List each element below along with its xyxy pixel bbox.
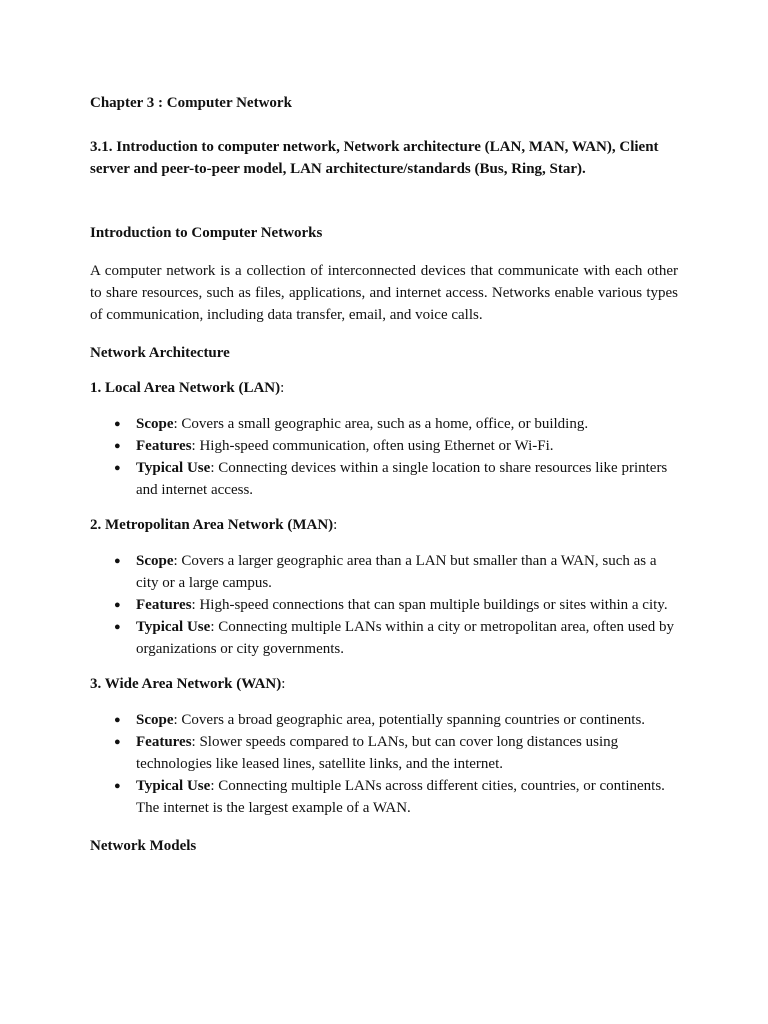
list-item (136, 709, 678, 731)
list-item-text: : Connecting devices within a single location to share resources like printers and internet access. (136, 460, 668, 498)
intro-heading: Introduction to Computer Networks (90, 225, 323, 241)
wan-title: 3. Wide Area Network (WAN) (90, 676, 282, 692)
section-title: 3.1. Introduction to computer network, Network architecture (LAN, MAN, WAN), Client server and peer-to-peer model, LAN architecture/standards (Bus, Ring, Star). (90, 139, 659, 177)
man-title: 2. Metropolitan Area Network (MAN) (90, 517, 334, 533)
lan-title: 1. Local Area Network (LAN) (90, 380, 281, 396)
list-item-term: Typical Use (136, 778, 211, 794)
list-item (136, 435, 678, 457)
models-heading: Network Models (90, 838, 197, 854)
document-content (90, 92, 678, 857)
list-item-term: Features (136, 734, 192, 750)
list-item-text: : Covers a larger geographic area than a LAN but smaller than a WAN, such as a city or a large campus. (136, 553, 657, 591)
list-item-term: Scope (136, 416, 174, 432)
list-item-text: : High-speed connections that can span multiple buildings or sites within a city. (191, 597, 668, 613)
list-item (136, 616, 678, 660)
list-item-text: : Covers a small geographic area, such as a home, office, or building. (173, 416, 589, 432)
list-item-text: : Slower speeds compared to LANs, but can cover long distances using technologies like leased lines, satellite links, and the internet. (136, 734, 619, 772)
list-item (136, 550, 678, 594)
list-item (136, 413, 678, 435)
list-item-text: : Connecting multiple LANs across different cities, countries, or continents. The internet is the largest example of a WAN. (136, 778, 665, 816)
list-item-term: Scope (136, 553, 174, 569)
list-item-term: Features (136, 597, 192, 613)
list-item (136, 775, 678, 819)
list-item-text: : High-speed communication, often using Ethernet or Wi-Fi. (191, 438, 554, 454)
list-item-term: Typical Use (136, 619, 211, 635)
list-item-term: Scope (136, 712, 174, 728)
list-item (136, 457, 678, 501)
chapter-title: Chapter 3 : Computer Network (90, 95, 292, 111)
list-item (136, 731, 678, 775)
list-item-text: : Connecting multiple LANs within a city or metropolitan area, often used by organizations or city governments. (136, 619, 674, 657)
architecture-heading: Network Architecture (90, 345, 230, 361)
wan-list (90, 709, 678, 819)
intro-paragraph: A computer network is a collection of interconnected devices that communicate with each other to share resources, such as files, applications, and internet access. Networks enable various types of communication, including data transfer, email, and voice calls. (90, 263, 678, 323)
list-item-term: Typical Use (136, 460, 211, 476)
lan-heading: 1. Local Area Network (LAN): (90, 380, 285, 396)
list-item-text: : Covers a broad geographic area, potentially spanning countries or continents. (173, 712, 646, 728)
list-item (136, 594, 678, 616)
man-heading: 2. Metropolitan Area Network (MAN): (90, 517, 338, 533)
wan-heading: 3. Wide Area Network (WAN): (90, 676, 286, 692)
lan-list (90, 413, 678, 501)
list-item-term: Features (136, 438, 192, 454)
man-list (90, 550, 678, 660)
